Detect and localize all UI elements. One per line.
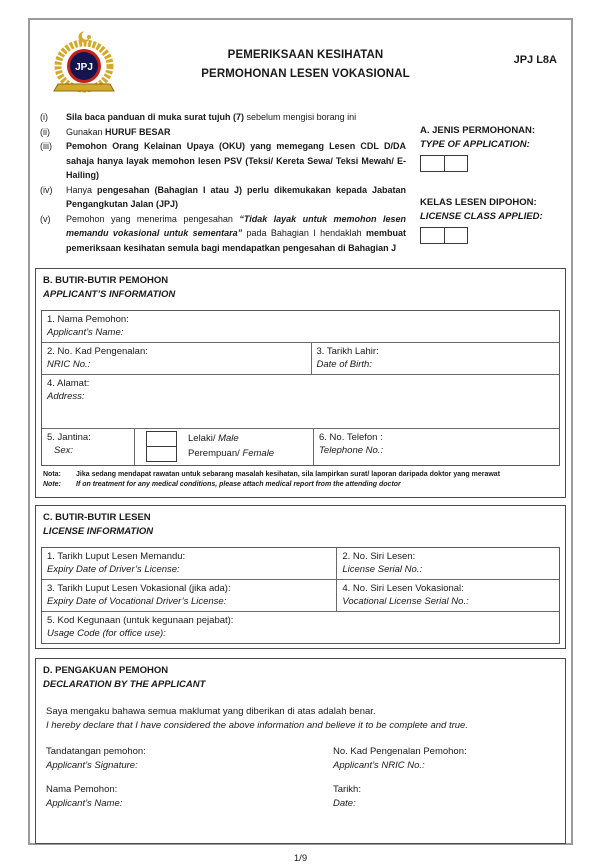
license-info-table — [41, 547, 560, 644]
instruction-number: (i) — [40, 112, 48, 122]
table-row — [42, 611, 559, 643]
license-class-cell-1[interactable] — [421, 228, 445, 243]
declaration-en: I hereby declare that I have considered the above information and believe it to be complete and true. — [46, 720, 468, 731]
note-line-ms: Nota: Jika sedang mendapat rawatan untuk sebarang masalah kesihatan, sila lampirkan surat/ laporan daripada doktor yang merawat — [43, 471, 501, 478]
section-c-title-en: LICENSE INFORMATION — [43, 525, 154, 537]
vocational-serial-field[interactable]: 4. No. Siri Lesen Vokasional: Vocational License Serial No.: — [336, 580, 559, 611]
instruction-number: (iv) — [40, 184, 53, 195]
applicant-info-table — [41, 310, 560, 466]
license-class-label-en: LICENSE CLASS APPLIED: — [420, 211, 543, 222]
section-c-header — [43, 511, 565, 538]
jpj-crest-logo — [46, 28, 126, 104]
table-row — [42, 428, 559, 465]
table-row — [42, 374, 559, 428]
section-c — [35, 505, 566, 649]
section-d-title-ms: D. PENGAKUAN PEMOHON — [43, 665, 169, 676]
instruction-number: (v) — [40, 213, 51, 224]
section-c-title-ms: C. BUTIR-BUTIR LESEN — [43, 512, 151, 523]
license-class-cell-2[interactable] — [445, 228, 468, 243]
table-row — [42, 548, 559, 579]
declaration-text — [46, 705, 555, 733]
page-border — [28, 18, 573, 864]
section-b-title-ms: B. BUTIR-BUTIR PEMOHON — [43, 275, 169, 286]
application-type-cell-2[interactable] — [445, 156, 468, 171]
jpj-crest-icon — [46, 28, 122, 98]
sex-options — [134, 429, 313, 465]
table-row — [42, 311, 559, 342]
date-of-birth-field[interactable]: 3. Tarikh Lahir: Date of Birth: — [311, 343, 560, 374]
instruction-text: Hanya pengesahan (Bahagian I atau J) perlu dikemukakan kepada Jabatan Pengangkutan Jalan (JPJ) — [66, 184, 406, 209]
page-number: 1/9 — [293, 853, 308, 864]
application-type-label-en: TYPE OF APPLICATION: — [420, 139, 530, 150]
applicant-name-signature-field[interactable]: Nama Pemohon: Applicant’s Name: — [46, 784, 123, 809]
date-field[interactable]: Tarikh: Date: — [333, 784, 361, 809]
signature-grid — [46, 745, 555, 829]
address-field[interactable]: 4. Alamat: Address: — [47, 378, 90, 402]
license-class-label-ms: KELAS LESEN DIPOHON: — [420, 197, 537, 208]
section-b-title-en: APPLICANT’S INFORMATION — [43, 288, 176, 300]
note-line-en: Note: If on treatment for any medical conditions, please attach medical report from the attending doctor — [43, 481, 401, 488]
license-serial-field[interactable]: 2. No. Siri Lesen: License Serial No.: — [336, 548, 559, 579]
instruction-item-3 — [40, 139, 406, 183]
instruction-item-5 — [40, 212, 406, 256]
instruction-text: Pemohon Orang Kelainan Upaya (OKU) yang memegang Lesen CDL D/DA sahaja hanya layak memohon lesen PSV (Teksi/ Kereta Sewa/ Teksi Mewah/ E-Hailing) — [66, 141, 406, 180]
instruction-text: Sila baca panduan di muka surat tujuh (7) sebelum mengisi borang ini — [66, 112, 357, 122]
usage-code-field[interactable]: 5. Kod Kegunaan (untuk kegunaan pejabat): Usage Code (for office use): — [47, 615, 234, 639]
section-d-header — [43, 664, 565, 691]
application-type-cell-1[interactable] — [421, 156, 445, 171]
license-class-input[interactable] — [420, 227, 468, 244]
instruction-number: (iii) — [40, 141, 52, 151]
application-type-label-ms: A. JENIS PERMOHONAN: — [420, 125, 536, 136]
section-b-header — [43, 274, 565, 301]
section-d — [35, 658, 566, 844]
logo-monogram: JPJ — [75, 62, 93, 73]
sex-option-labels — [188, 431, 274, 462]
intro-section — [40, 110, 563, 255]
instruction-text: Pemohon yang menerima pengesahan “Tidak layak untuk memohon lesen memandu vokasional untuk sementara” pada Bahagian I hendaklah membuat pemeriksaan kesihatan semula bagi mendapatkan pengesahan di Bahagian J — [66, 213, 406, 253]
nric-field[interactable]: 2. No. Kad Pengenalan: NRIC No.: — [47, 346, 148, 370]
male-checkbox[interactable] — [147, 432, 176, 447]
instruction-item-4 — [40, 183, 406, 212]
table-row — [42, 579, 559, 611]
instruction-item-1 — [40, 110, 406, 125]
table-row — [42, 342, 559, 374]
vocational-expiry-field[interactable]: 3. Tarikh Luput Lesen Vokasional (jika ada): Expiry Date of Vocational Driver’s License: — [47, 583, 231, 607]
sex-checkbox-group — [146, 431, 177, 462]
telephone-field[interactable]: 6. No. Telefon : Telephone No.: — [313, 429, 559, 465]
section-a — [406, 110, 563, 255]
signature-row-1 — [46, 745, 555, 773]
signature-row-2 — [46, 783, 555, 811]
application-type-input[interactable] — [420, 155, 468, 172]
title-line-1: PEMERIKSAAN KESIHATAN — [227, 49, 384, 61]
form-header — [46, 28, 557, 104]
female-label: Perempuan/ Female — [188, 448, 275, 459]
sex-label: 5. Jantina: Sex: — [47, 432, 91, 456]
female-checkbox[interactable] — [147, 447, 176, 461]
instruction-item-2 — [40, 125, 406, 140]
license-expiry-field[interactable]: 1. Tarikh Luput Lesen Memandu: Expiry Date of Driver’s License: — [47, 551, 186, 575]
form-title — [126, 28, 485, 104]
instruction-number: (ii) — [40, 126, 50, 137]
section-b — [35, 268, 566, 498]
note-block — [43, 470, 558, 490]
instruction-text: Gunakan HURUF BESAR — [66, 126, 171, 137]
applicant-name-field[interactable]: 1. Nama Pemohon: Applicant’s Name: — [47, 314, 129, 338]
section-d-title-en: DECLARATION BY THE APPLICANT — [43, 678, 206, 690]
applicant-signature-field[interactable]: Tandatangan pemohon: Applicant’s Signature: — [46, 746, 146, 771]
male-label: Lelaki/ Male — [188, 433, 239, 444]
declaration-ms: Saya mengaku bahawa semua maklumat yang diberikan di atas adalah benar. — [46, 706, 376, 717]
instructions-list — [40, 110, 406, 255]
applicant-nric-field[interactable]: No. Kad Pengenalan Pemohon: Applicant’s NRIC No.: — [333, 746, 467, 771]
title-line-2: PERMOHONAN LESEN VOKASIONAL — [201, 68, 410, 80]
form-code-label: JPJ L8A — [513, 54, 557, 66]
